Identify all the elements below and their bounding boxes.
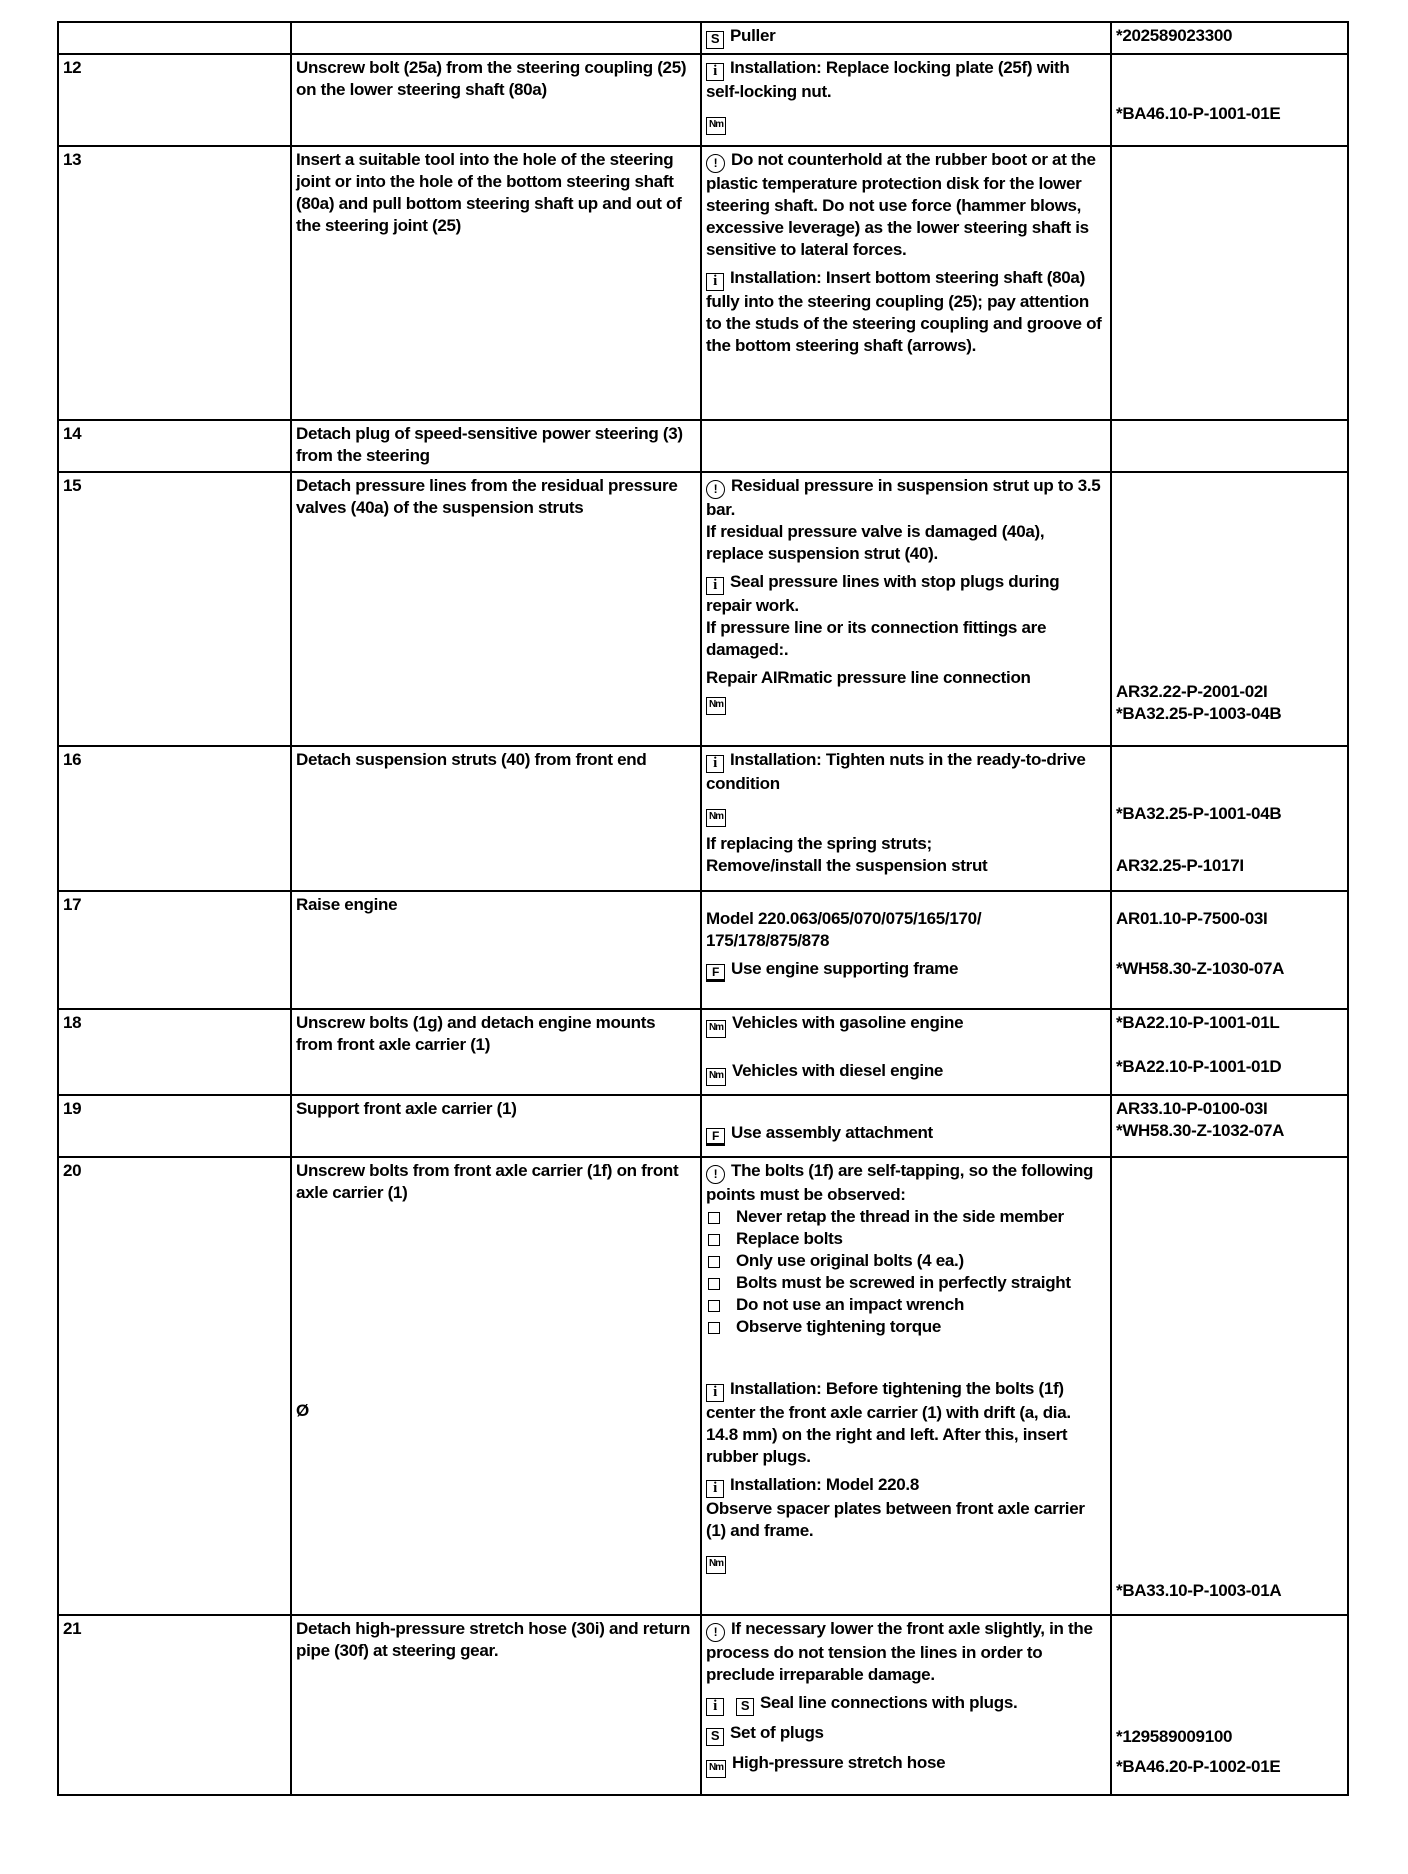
- action-text: Raise engine: [291, 891, 701, 1009]
- action-text: Unscrew bolts (1g) and detach engine mounts from front axle carrier (1): [291, 1009, 701, 1095]
- reference-number: *202589023300: [1116, 26, 1233, 45]
- note-text: Remove/install the suspension strut: [706, 856, 988, 875]
- step-number: 13: [58, 146, 291, 420]
- action-text: Unscrew bolts from front axle carrier (1f) on front axle carrier (1): [296, 1161, 679, 1202]
- action-cell: [291, 22, 701, 54]
- reference-link[interactable]: AR33.10-P-0100-03I: [1116, 1099, 1268, 1118]
- table-row: [58, 1615, 1348, 1795]
- note-text: If necessary lower the front axle slightly, in the process do not tension the lines in order to preclude irreparable damage.: [706, 1619, 1093, 1684]
- caution-icon: !: [706, 154, 725, 173]
- step-number: 17: [58, 891, 291, 1009]
- info-icon: i: [706, 1480, 724, 1498]
- note-text: Observe spacer plates between front axle carrier (1) and frame.: [706, 1499, 1085, 1540]
- reference-cell: [1111, 420, 1348, 472]
- step-cell: [58, 22, 291, 54]
- special-tool-icon: S: [706, 1728, 724, 1746]
- reference-number: *WH58.30-Z-1030-07A: [1116, 959, 1285, 978]
- note-text: Installation: Insert bottom steering shaft (80a) fully into the steering coupling (25); pay attention to the studs of the steering coupling and groove of the bottom steering shaft (arrows).: [706, 268, 1102, 355]
- torque-icon: Nm: [706, 1760, 726, 1778]
- checklist-item: Never retap the thread in the side member: [706, 1206, 1106, 1228]
- notes-cell: [701, 1095, 1111, 1157]
- step-number: 14: [58, 420, 291, 472]
- reference-cell: [1111, 472, 1348, 746]
- table-row: [58, 1095, 1348, 1157]
- note-text: Do not counterhold at the rubber boot or at the plastic temperature protection disk for the lower steering shaft. Do not use force (hammer blows, excessive leverage) as the lower steering shaft is sensitive to lateral forces.: [706, 150, 1096, 259]
- reference-cell: [1111, 54, 1348, 146]
- action-text: Insert a suitable tool into the hole of the steering joint or into the hole of the bottom steering shaft (80a) and pull bottom steering shaft up and out of the steering joint (25): [291, 146, 701, 420]
- note-text: Installation: Before tightening the bolts (1f) center the front axle carrier (1) with drift (a, dia. 14.8 mm) on the right and left. After this, insert rubber plugs.: [706, 1379, 1071, 1466]
- checklist-item: Bolts must be screwed in perfectly straight: [706, 1272, 1106, 1294]
- reference-number: *BA22.10-P-1001-01D: [1116, 1057, 1282, 1076]
- reference-number: *BA32.25-P-1003-04B: [1116, 704, 1282, 723]
- reference-cell: [1111, 1157, 1348, 1615]
- reference-number: *BA32.25-P-1001-04B: [1116, 804, 1282, 823]
- action-text: Detach plug of speed-sensitive power steering (3) from the steering: [291, 420, 701, 472]
- table-row: [58, 420, 1348, 472]
- reference-number: *BA33.10-P-1003-01A: [1116, 1581, 1282, 1600]
- note-text: Puller: [730, 26, 776, 45]
- note-text: Set of plugs: [730, 1723, 824, 1742]
- table-row: [58, 54, 1348, 146]
- note-text: Use engine supporting frame: [731, 959, 959, 978]
- notes-cell: [701, 146, 1111, 420]
- notes-cell: [701, 891, 1111, 1009]
- caution-icon: !: [706, 480, 725, 499]
- note-text: If pressure line or its connection fittings are damaged:.: [706, 618, 1047, 659]
- torque-icon: Nm: [706, 1020, 726, 1038]
- info-icon: i: [706, 577, 724, 595]
- note-text: High-pressure stretch hose: [732, 1753, 946, 1772]
- caution-icon: !: [706, 1623, 725, 1642]
- note-text: Use assembly attachment: [731, 1123, 933, 1142]
- reference-cell: [1111, 146, 1348, 420]
- reference-link[interactable]: AR32.22-P-2001-02I: [1116, 682, 1268, 701]
- reference-link[interactable]: AR32.25-P-1017I: [1116, 856, 1244, 875]
- reference-number: *129589009100: [1116, 1727, 1233, 1746]
- notes-cell: [701, 472, 1111, 746]
- notes-cell: [701, 22, 1111, 54]
- note-text: Vehicles with diesel engine: [732, 1061, 944, 1080]
- reference-number: *BA46.20-P-1002-01E: [1116, 1757, 1281, 1776]
- step-number: 18: [58, 1009, 291, 1095]
- action-text: Detach suspension struts (40) from front end: [291, 746, 701, 891]
- torque-icon: Nm: [706, 1556, 726, 1574]
- workshop-equipment-icon: F: [706, 1128, 725, 1146]
- torque-icon: Nm: [706, 117, 726, 135]
- action-text: Detach pressure lines from the residual pressure valves (40a) of the suspension struts: [291, 472, 701, 746]
- checklist-item: Only use original bolts (4 ea.): [706, 1250, 1106, 1272]
- special-tool-icon: S: [736, 1698, 754, 1716]
- reference-cell: [1111, 1615, 1348, 1795]
- table-row: [58, 22, 1348, 54]
- action-text: Support front axle carrier (1): [291, 1095, 701, 1157]
- note-text: Seal line connections with plugs.: [760, 1693, 1018, 1712]
- note-text: Vehicles with gasoline engine: [732, 1013, 964, 1032]
- table-row: [58, 472, 1348, 746]
- reference-number: *BA22.10-P-1001-01L: [1116, 1013, 1280, 1032]
- special-tool-icon: S: [706, 31, 724, 49]
- notes-cell: [701, 1615, 1111, 1795]
- note-text: Installation: Model 220.8: [730, 1475, 919, 1494]
- action-text: Unscrew bolt (25a) from the steering coupling (25) on the lower steering shaft (80a): [291, 54, 701, 146]
- action-cell: [291, 1157, 701, 1615]
- checklist-item: Replace bolts: [706, 1228, 1106, 1250]
- info-icon: i: [706, 1384, 724, 1402]
- step-number: 20: [58, 1157, 291, 1615]
- notes-cell: [701, 1157, 1111, 1615]
- step-number: 21: [58, 1615, 291, 1795]
- note-text: Installation: Replace locking plate (25f) with self-locking nut.: [706, 58, 1070, 101]
- reference-cell: [1111, 746, 1348, 891]
- note-text: Installation: Tighten nuts in the ready-to-drive condition: [706, 750, 1086, 793]
- reference-link[interactable]: AR01.10-P-7500-03I: [1116, 909, 1268, 928]
- workshop-equipment-icon: F: [706, 964, 725, 982]
- torque-icon: Nm: [706, 1068, 726, 1086]
- repair-procedure-table: [57, 21, 1347, 1796]
- info-icon: i: [706, 1698, 724, 1716]
- note-text: If residual pressure valve is damaged (40a), replace suspension strut (40).: [706, 522, 1045, 563]
- info-icon: i: [706, 273, 724, 291]
- step-number: 16: [58, 746, 291, 891]
- reference-number: *BA46.10-P-1001-01E: [1116, 104, 1281, 123]
- caution-icon: !: [706, 1165, 725, 1184]
- checklist-item: Observe tightening torque: [706, 1316, 1106, 1338]
- note-text: Seal pressure lines with stop plugs during repair work.: [706, 572, 1060, 615]
- info-icon: i: [706, 755, 724, 773]
- notes-cell: [701, 54, 1111, 146]
- table-row: [58, 1009, 1348, 1095]
- note-text: Model 220.063/065/070/075/165/170/ 175/178/875/878: [706, 909, 982, 950]
- reference-cell: [1111, 891, 1348, 1009]
- table-row: [58, 746, 1348, 891]
- note-text: Repair AIRmatic pressure line connection: [706, 668, 1031, 687]
- note-text: If replacing the spring struts;: [706, 834, 932, 853]
- checklist-item: Do not use an impact wrench: [706, 1294, 1106, 1316]
- torque-icon: Nm: [706, 809, 726, 827]
- table-row: [58, 146, 1348, 420]
- table-row: [58, 1157, 1348, 1615]
- notes-cell: [701, 746, 1111, 891]
- reference-cell: [1111, 1009, 1348, 1095]
- step-number: 15: [58, 472, 291, 746]
- notes-cell: [701, 420, 1111, 472]
- table-row: [58, 891, 1348, 1009]
- torque-icon: Nm: [706, 697, 726, 715]
- reference-cell: [1111, 22, 1348, 54]
- reference-cell: [1111, 1095, 1348, 1157]
- note-text: The bolts (1f) are self-tapping, so the following points must be observed:: [706, 1161, 1094, 1204]
- step-number: 12: [58, 54, 291, 146]
- info-icon: i: [706, 63, 724, 81]
- note-text: Residual pressure in suspension strut up to 3.5 bar.: [706, 476, 1101, 519]
- notes-cell: [701, 1009, 1111, 1095]
- action-text: Detach high-pressure stretch hose (30i) and return pipe (30f) at steering gear.: [291, 1615, 701, 1795]
- diameter-symbol: Ø: [296, 1401, 309, 1420]
- reference-number: *WH58.30-Z-1032-07A: [1116, 1121, 1285, 1140]
- checklist: [706, 1206, 1106, 1338]
- step-number: 19: [58, 1095, 291, 1157]
